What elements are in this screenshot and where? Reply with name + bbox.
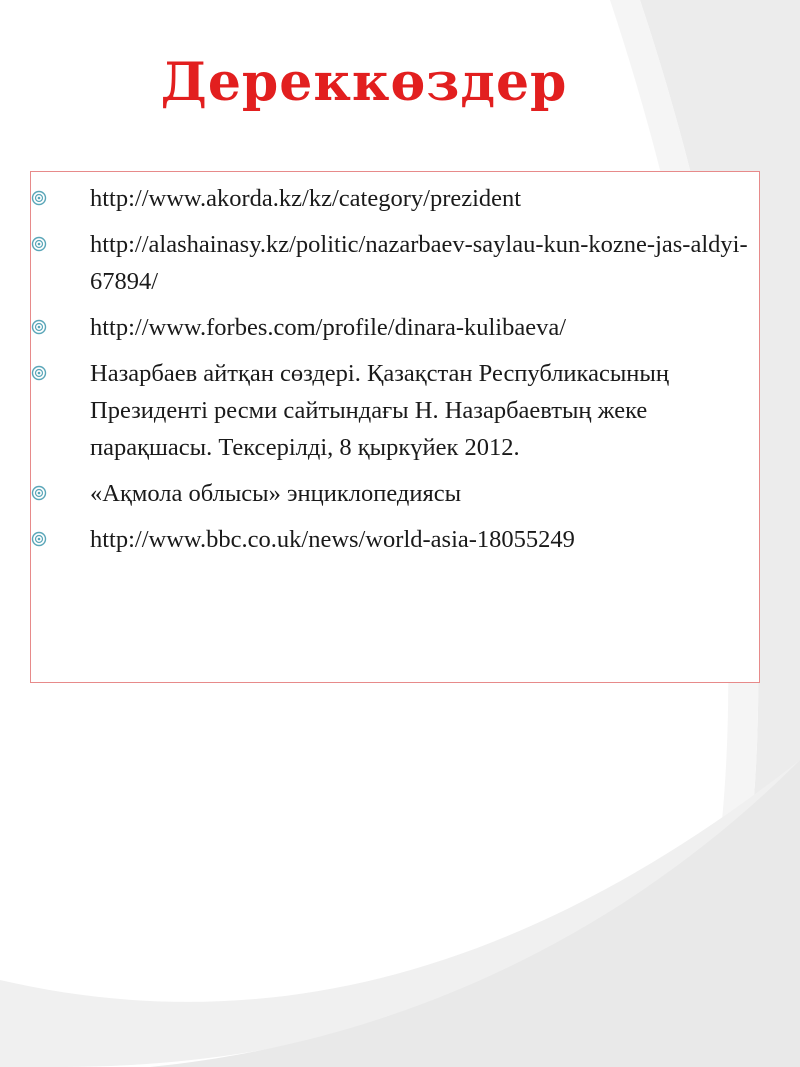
references-box [30, 171, 760, 683]
reference-item [31, 355, 761, 466]
reference-item [31, 521, 761, 558]
bullet-icon [31, 236, 47, 252]
bullet-icon [31, 365, 47, 381]
bullet-icon [31, 485, 47, 501]
reference-text: «Ақмола облысы» энциклопедиясы [90, 480, 462, 507]
reference-link[interactable]: http://www.forbes.com/profile/dinara-kulibaeva/ [90, 314, 567, 341]
reference-item [31, 475, 761, 512]
slide-title: Дереккөздер [160, 52, 568, 113]
reference-item [31, 180, 761, 217]
reference-text: Назарбаев айтқан сөздері. Қазақстан Республикасының Президенті ресми сайтындағы Н. Назарбаевтың жеке парақшасы. Тексерілді, 8 қыркүйек 2012. [90, 360, 669, 461]
reference-link[interactable]: http://alashainasy.kz/politic/nazarbaev-saylau-kun-kozne-jas-aldyi-67894/ [90, 231, 748, 295]
reference-link[interactable]: http://www.akorda.kz/kz/category/prezident [90, 185, 522, 212]
references-list [31, 180, 761, 567]
reference-item [31, 309, 761, 346]
bullet-icon [31, 531, 47, 547]
bullet-icon [31, 319, 47, 335]
bullet-icon [31, 190, 47, 206]
reference-item [31, 226, 761, 300]
reference-link[interactable]: http://www.bbc.co.uk/news/world-asia-18055249 [90, 526, 575, 553]
